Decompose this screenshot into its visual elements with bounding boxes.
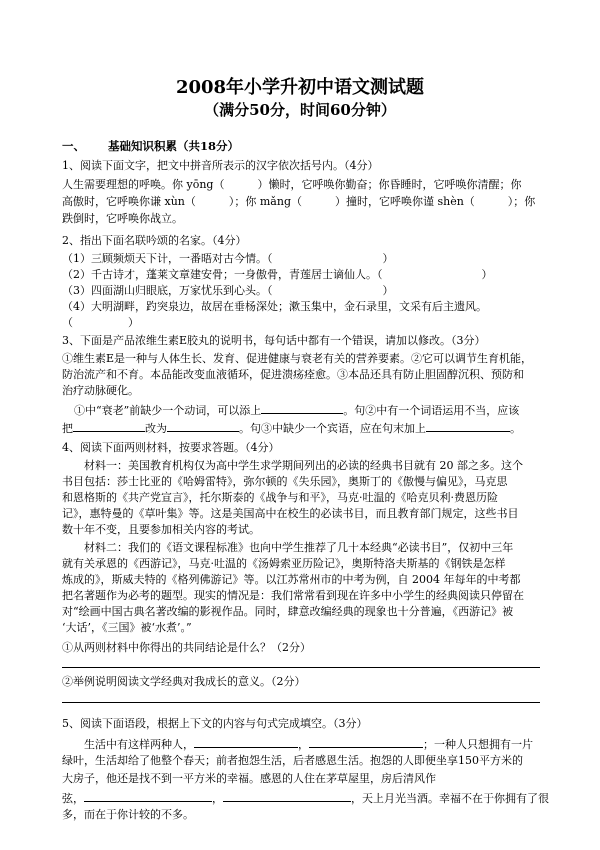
q2-line: （1）三顾频烦天下计，一番晤对古今情。（ ） bbox=[62, 252, 394, 265]
q3-answer-text: 。句③中缺少一个宾语，应在句末加上 bbox=[239, 422, 426, 435]
q5-prompt: 5、阅读下面语段，根据上下文的内容与句式完成填空。（3分） bbox=[62, 717, 368, 730]
q5-line bbox=[84, 736, 533, 752]
q1-line: 高傲时，它呼唤你谦 xùn（ ）；你 mǎng（ ）撞时，它呼唤你谨 shèn（ ）；你 bbox=[62, 195, 536, 208]
q4-material1-line: 记》，惠特曼的《草叶集》等。这是美国高中在校生的必读书目，而且教育部门规定，这些书目 bbox=[62, 507, 519, 520]
answer-line[interactable] bbox=[62, 667, 540, 668]
q3-answer-line bbox=[74, 402, 519, 418]
section-number: 一、 bbox=[62, 139, 85, 153]
q5-text: ，天上月光当酒。幸福不在于你拥有了很 bbox=[351, 792, 549, 805]
q4-material2-line: 就有关承恩的《西游记》，马克·吐温的《汤姆索亚历险记》，奥斯特洛夫斯基的《钢铁是怎样 bbox=[62, 557, 506, 570]
q5-text: 生活中有这样两种人， bbox=[84, 738, 194, 751]
q5-text: ， bbox=[298, 738, 309, 751]
q5-text: ；一种人只想拥有一片 bbox=[423, 738, 533, 751]
section-title: 基础知识积累（共18分） bbox=[108, 139, 240, 153]
q2-line: （ ） bbox=[62, 316, 139, 329]
q3-line: 治疗动脉硬化。 bbox=[62, 384, 139, 397]
q2-line: （3）四面湖山归眼底，万家忧乐到心头。（ ） bbox=[62, 284, 394, 297]
q3-answer-line bbox=[62, 420, 521, 436]
q4-material1-line: 和恩格斯的《共产党宣言》，托尔斯泰的《战争与和平》，马克·吐温的《哈克贝利·费恩历险 bbox=[62, 491, 498, 504]
answer-blank[interactable] bbox=[84, 790, 212, 802]
q3-answer-text: 。 bbox=[510, 422, 521, 435]
q4-material2-line: 把名著题作为必考的题型。现实的情况是：我们常常看到现在许多中小学生的经典阅读只停留在 bbox=[62, 589, 524, 602]
q4-material1-line: 材料一：美国教育机构仅为高中学生求学期间列出的必读的经典书目就有 20 部之多。这个 bbox=[84, 459, 523, 472]
q1-line: 跌倒时，它呼唤你战立。 bbox=[62, 212, 183, 225]
q4-material2-line: ‘大话’，《三国》被‘水煮’。” bbox=[62, 621, 192, 634]
q4-material1-line: 数十年不变，且要参加相关内容的考试。 bbox=[62, 523, 260, 536]
q5-line: 多，而在于你计较的不多。 bbox=[62, 808, 194, 821]
q5-line: 大房子，他还是找不到一平方米的幸福。感恩的人住在茅草屋里，房后清风作 bbox=[62, 772, 436, 785]
q2-prompt: 2、指出下面名联吟颂的名家。（4分） bbox=[62, 234, 247, 247]
answer-blank[interactable] bbox=[194, 736, 298, 748]
q3-answer-text: 把 bbox=[62, 422, 73, 435]
q5-line: 绿叶，生活却给了他整个春天；前者抱怨生活，后者感恩生活。抱怨的人即便坐享150平方米的 bbox=[62, 754, 523, 767]
q4-subquestion: ①从两则材料中你得出的共同结论是什么？（2分） bbox=[62, 641, 311, 654]
q3-line: ①维生素E是一种与人体生长、发育、促进健康与衰老有关的营养要素。②它可以调节生育机能， bbox=[62, 352, 533, 365]
q3-line: 防治流产和不育。本品能改变血液循环，促进溃疡痊愈。③本品还具有防止胆固醇沉积、预防和 bbox=[62, 368, 524, 381]
q4-subquestion: ②举例说明阅读文学经典对我成长的意义。（2分） bbox=[62, 675, 306, 688]
page-subtitle: （满分50分，时间60分钟） bbox=[204, 101, 396, 119]
answer-blank[interactable] bbox=[223, 790, 351, 802]
answer-blank[interactable] bbox=[73, 420, 145, 432]
q3-answer-text: 。句②中有一个词语运用不当，应该 bbox=[343, 404, 520, 417]
answer-blank[interactable] bbox=[309, 736, 423, 748]
q3-prompt: 3、下面是产品浓维生素E胶丸的说明书，每句话中都有一个错误，请加以修改。（3分） bbox=[62, 334, 486, 347]
q3-answer-text: 改为 bbox=[145, 422, 167, 435]
q5-text: ， bbox=[212, 792, 223, 805]
page-title: 2008年小学升初中语文测试题 bbox=[175, 77, 425, 98]
q4-material2-line: 对“绘画中国古典名著改编的影视作品。同时，肆意改编经典的现象也十分普遍，《西游记》被 bbox=[62, 605, 514, 618]
answer-blank[interactable] bbox=[261, 402, 343, 414]
q2-line: （2）千古诗才，蓬莱文章建安骨；一身傲骨，青莲居士谪仙人。（ ） bbox=[62, 268, 493, 281]
q5-line bbox=[62, 790, 549, 806]
q3-answer-text: ①中“衰老”前缺少一个动词，可以添上 bbox=[74, 404, 262, 417]
answer-blank[interactable] bbox=[167, 420, 239, 432]
answer-blank[interactable] bbox=[426, 420, 510, 432]
q4-material2-line: 材料二：我们的《语文课程标准》也向中学生推荐了几十本经典“必读书目”，仅初中三年 bbox=[84, 541, 514, 554]
q1-line: 人生需要理想的呼唤。你 yōng（ ）懒时，它呼唤你勤奋；你昏睡时，它呼唤你清醒；你 bbox=[62, 178, 522, 191]
answer-line[interactable] bbox=[62, 702, 540, 703]
q1-prompt: 1、阅读下面文字，把文中拼音所表示的汉字依次括号内。（4分） bbox=[62, 159, 379, 172]
q4-material2-line: 炼成的》，斯威夫特的《格列佛游记》等。以江苏常州市的中考为例，自 2004 年每年的中考都 bbox=[62, 573, 521, 586]
q2-line: （4）大明湖畔，趵突泉边，故居在垂杨深处；漱玉集中，金石录里，文采有后主遗风。 bbox=[62, 300, 487, 313]
q5-text: 弦， bbox=[62, 792, 84, 805]
q4-material1-line: 书目包括：莎士比亚的《哈姆雷特》，弥尔顿的《失乐园》，奥斯丁的《傲慢与偏见》，马克思 bbox=[62, 475, 508, 488]
q4-prompt: 4、阅读下面两则材料，按要求答题。（4分） bbox=[62, 441, 280, 454]
